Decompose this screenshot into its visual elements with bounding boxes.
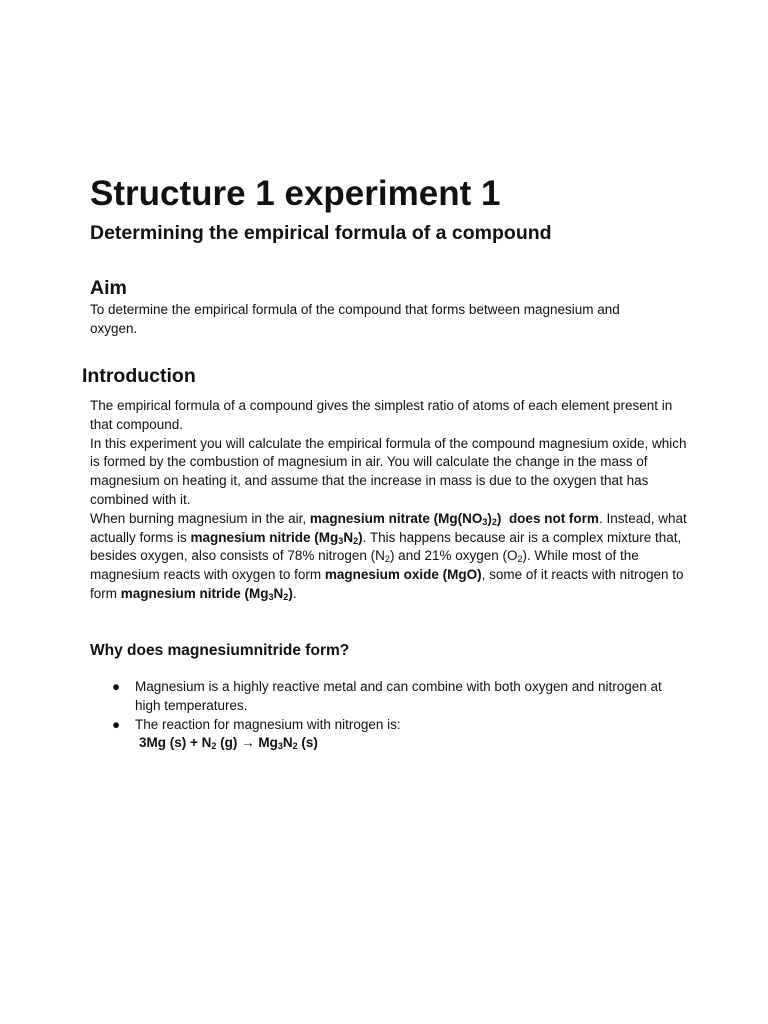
subscript: 3	[482, 516, 488, 527]
bullet-list	[90, 678, 690, 753]
bullet-icon: ●	[112, 716, 121, 732]
bold-text: )	[487, 510, 492, 526]
bold-text: N	[343, 529, 354, 545]
bold-text: magnesium nitride (Mg	[190, 529, 339, 545]
equation-part: (g) → Mg	[216, 735, 278, 751]
intro-paragraph-3	[90, 510, 690, 604]
aim-heading: Aim	[90, 277, 127, 299]
bold-text: magnesium nitrate (Mg(NO	[309, 510, 483, 526]
intro-text: ) and 21% oxygen (O	[389, 548, 518, 564]
subscript: 2	[491, 516, 497, 527]
does-not-form-term: does not form	[508, 510, 599, 526]
subscript: 2	[211, 741, 217, 752]
introduction-heading: Introduction	[82, 365, 196, 387]
why-heading: Why does magnesiumnitride form?	[90, 642, 350, 659]
intro-paragraph-1: The empirical formula of a compound gives the simplest ratio of atoms of each element present in that compound.	[90, 398, 673, 432]
intro-text: .	[292, 585, 297, 601]
intro-text: When burning magnesium in the air,	[90, 510, 310, 526]
list-item	[90, 716, 690, 754]
subscript: 2	[283, 591, 289, 602]
bullet-icon: ●	[112, 679, 121, 694]
page-title: Structure 1 experiment 1	[90, 174, 501, 213]
intro-text: ). While most of the magnesium reacts with oxygen to form	[90, 548, 639, 583]
magnesium-nitride-term	[121, 586, 293, 601]
subscript: 3	[268, 591, 274, 602]
list-item	[90, 678, 690, 716]
intro-text: . Instead, what actually forms is	[90, 510, 687, 545]
magnesium-nitrate-term	[310, 511, 502, 526]
magnesium-nitride-term	[191, 530, 363, 545]
introduction-body	[90, 397, 690, 604]
subscript: 2	[292, 741, 298, 752]
intro-text: . This happens because air is a complex mixture that, besides oxygen, also consists of 78% nitrogen (N	[90, 529, 682, 564]
equation-part: N	[282, 735, 293, 751]
subscript: 2	[517, 554, 523, 565]
bold-text: )	[358, 529, 363, 545]
equation-part: 3Mg (s) + N	[139, 735, 212, 751]
subscript: 2	[384, 554, 390, 565]
bold-text: magnesium nitride (Mg	[120, 585, 269, 601]
subscript: 3	[277, 741, 283, 752]
list-item-text: The reaction for magnesium with nitrogen is:	[135, 716, 401, 732]
page-subtitle: Determining the empirical formula of a compound	[90, 222, 552, 244]
intro-text: , some of it reacts with nitrogen to form	[90, 567, 684, 601]
reaction-equation	[139, 734, 690, 753]
aim-text: To determine the empirical formula of the compound that forms between magnesium and oxygen.	[90, 302, 620, 336]
bold-text: )	[496, 510, 502, 526]
intro-paragraph-2: In this experiment you will calculate the empirical formula of the compound magnesium oxide, which is formed by the combustion of magnesium in air. You will calculate the change in the mass of magnesium on heating it, and assume that the increase in mass is due to the oxygen that has combined with it.	[90, 435, 687, 507]
subscript: 3	[338, 535, 344, 546]
bold-text: )	[288, 585, 293, 601]
subscript: 2	[353, 535, 359, 546]
magnesium-oxide-term: magnesium oxide (MgO)	[324, 567, 482, 583]
bold-text: N	[273, 585, 284, 601]
list-item-text: Magnesium is a highly reactive metal and can combine with both oxygen and nitrogen at high temperatures.	[135, 679, 662, 713]
equation-part: (s)	[297, 735, 318, 751]
